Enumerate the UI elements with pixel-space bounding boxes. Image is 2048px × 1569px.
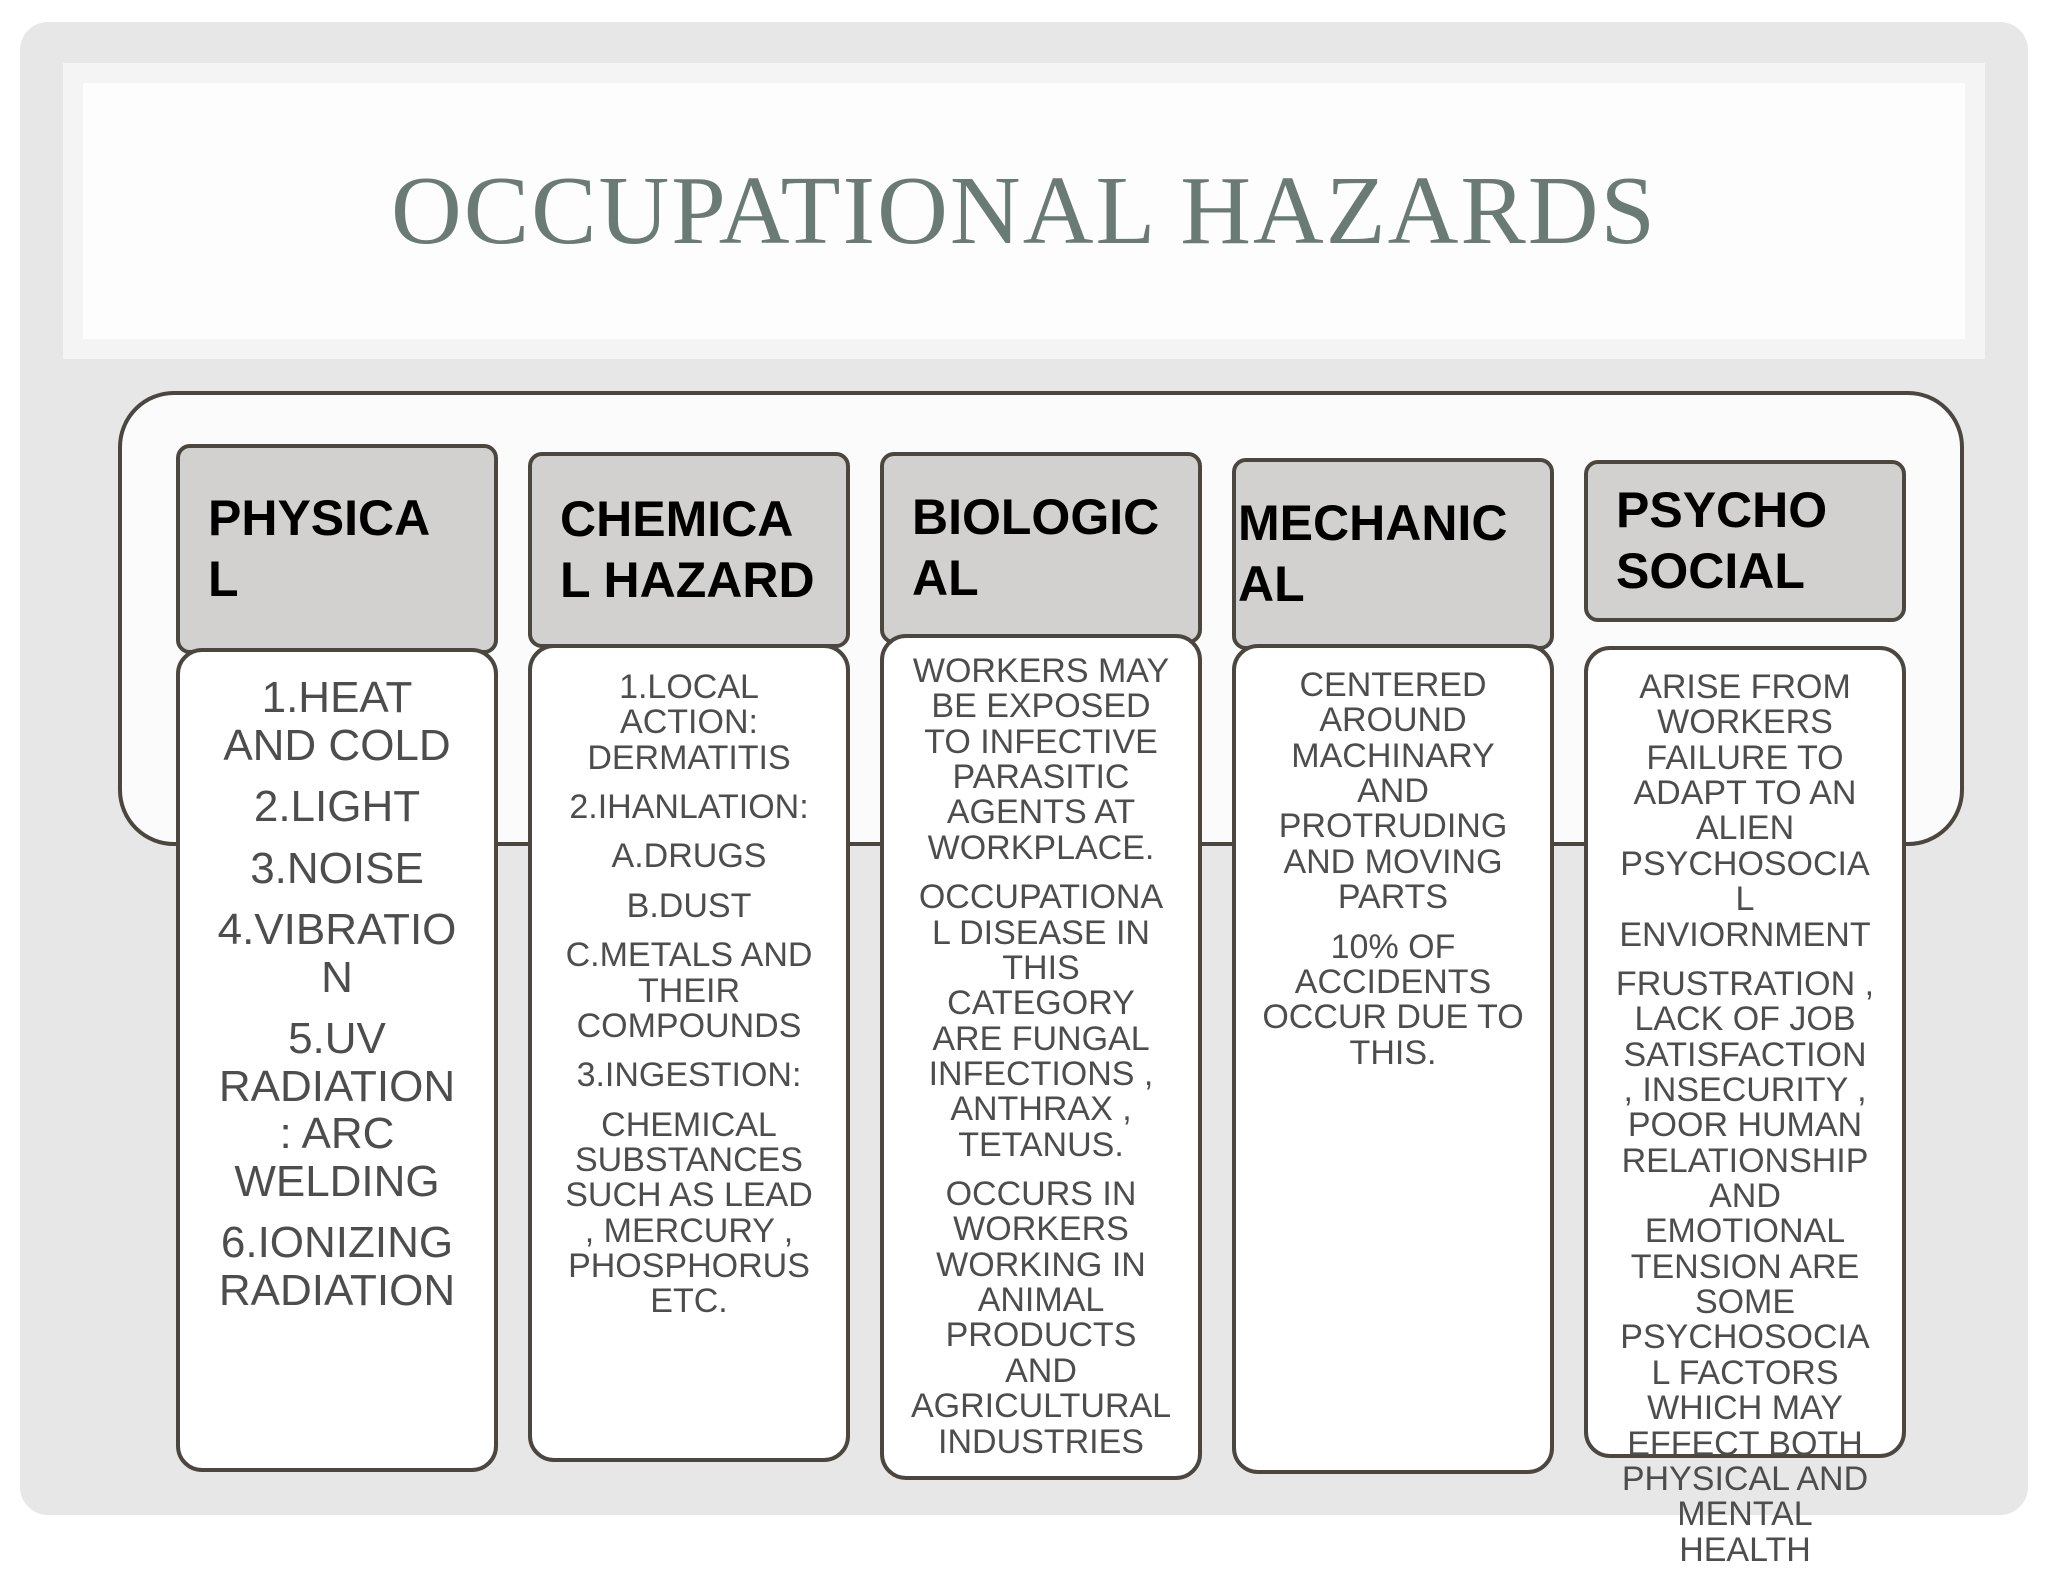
biological-item: OCCUPATIONA L DISEASE IN THIS CATEGORY ARE FUNGAL INFECTIONS , ANTHRAX , TETANUS. xyxy=(918,878,1164,1164)
physical-item: 6.IONIZING RADIATION xyxy=(218,1218,456,1315)
mechanical-item: CENTERED AROUND MACHINARY AND PROTRUDING AND MOVING PARTS xyxy=(1278,666,1508,917)
biological-header xyxy=(880,452,1202,644)
biological-header-label: BIOLOGIC AL xyxy=(912,489,1160,606)
physical-item: 4.VIBRATIO N xyxy=(217,905,457,1002)
psychosocial-item: ARISE FROM WORKERS FAILURE TO ADAPT TO AN ALIEN PSYCHOSOCIA L ENVIORNMENT xyxy=(1619,668,1871,954)
physical-item-list xyxy=(188,674,486,1314)
physical-item: 1.HEAT AND COLD xyxy=(223,673,451,770)
mechanical-item-list xyxy=(1244,668,1542,1071)
mechanical-item: 10% OF ACCIDENTS OCCUR DUE TO THIS. xyxy=(1262,927,1524,1072)
physical-item: 3.NOISE xyxy=(250,843,424,893)
psychosocial-item-list xyxy=(1596,670,1894,1568)
psychosocial-header xyxy=(1584,460,1906,622)
physical-header xyxy=(176,444,498,654)
chemical-header-label: CHEMICA L HAZARD xyxy=(560,491,815,608)
biological-item: WORKERS MAY BE EXPOSED TO INFECTIVE PARASITIC AGENTS AT WORKPLACE. xyxy=(912,652,1170,867)
physical-header-label: PHYSICA L xyxy=(208,490,431,607)
physical-item: 2.LIGHT xyxy=(253,782,421,832)
chemical-header xyxy=(528,452,850,648)
mechanical-header-label: MECHANIC AL xyxy=(1238,495,1508,612)
biological-item-list xyxy=(892,654,1190,1460)
physical-item: 5.UV RADIATION : ARC WELDING xyxy=(218,1014,456,1206)
physical-body xyxy=(176,648,498,1472)
chemical-item: CHEMICAL SUBSTANCES SUCH AS LEAD , MERCURY , PHOSPHORUS ETC. xyxy=(565,1105,813,1321)
biological-body xyxy=(880,634,1202,1480)
psychosocial-body xyxy=(1584,646,1906,1569)
page-title: OCCUPATIONAL HAZARDS xyxy=(390,157,1658,265)
mechanical-header xyxy=(1232,458,1554,650)
chemical-item: 1.LOCAL ACTION: DERMATITIS xyxy=(587,668,791,777)
chemical-body xyxy=(528,644,850,1462)
chemical-item: A.DRUGS xyxy=(611,837,767,876)
chemical-item: 3.INGESTION: xyxy=(576,1056,802,1095)
psychosocial-item: FRUSTRATION , LACK OF JOB SATISFACTION , INSECURITY , POOR HUMAN RELATIONSHIP AND EMOTIONAL TENSION ARE SOME PSYCHOSOCIA L FACTORS WHICH MAY EFFECT BOTH PHYSICAL AND MENTAL HEALTH xyxy=(1615,964,1875,1569)
mechanical-body xyxy=(1232,644,1554,1474)
chemical-item-list xyxy=(540,670,838,1320)
biological-item: OCCURS IN WORKERS WORKING IN ANIMAL PRODUCTS AND AGRICULTURAL INDUSTRIES xyxy=(910,1175,1172,1461)
chemical-item: B.DUST xyxy=(626,886,752,925)
psychosocial-header-label: PSYCHO SOCIAL xyxy=(1616,482,1828,599)
title-box xyxy=(83,83,1965,339)
chemical-item: C.METALS AND THEIR COMPOUNDS xyxy=(565,936,813,1045)
chemical-item: 2.IHANLATION: xyxy=(569,788,809,827)
